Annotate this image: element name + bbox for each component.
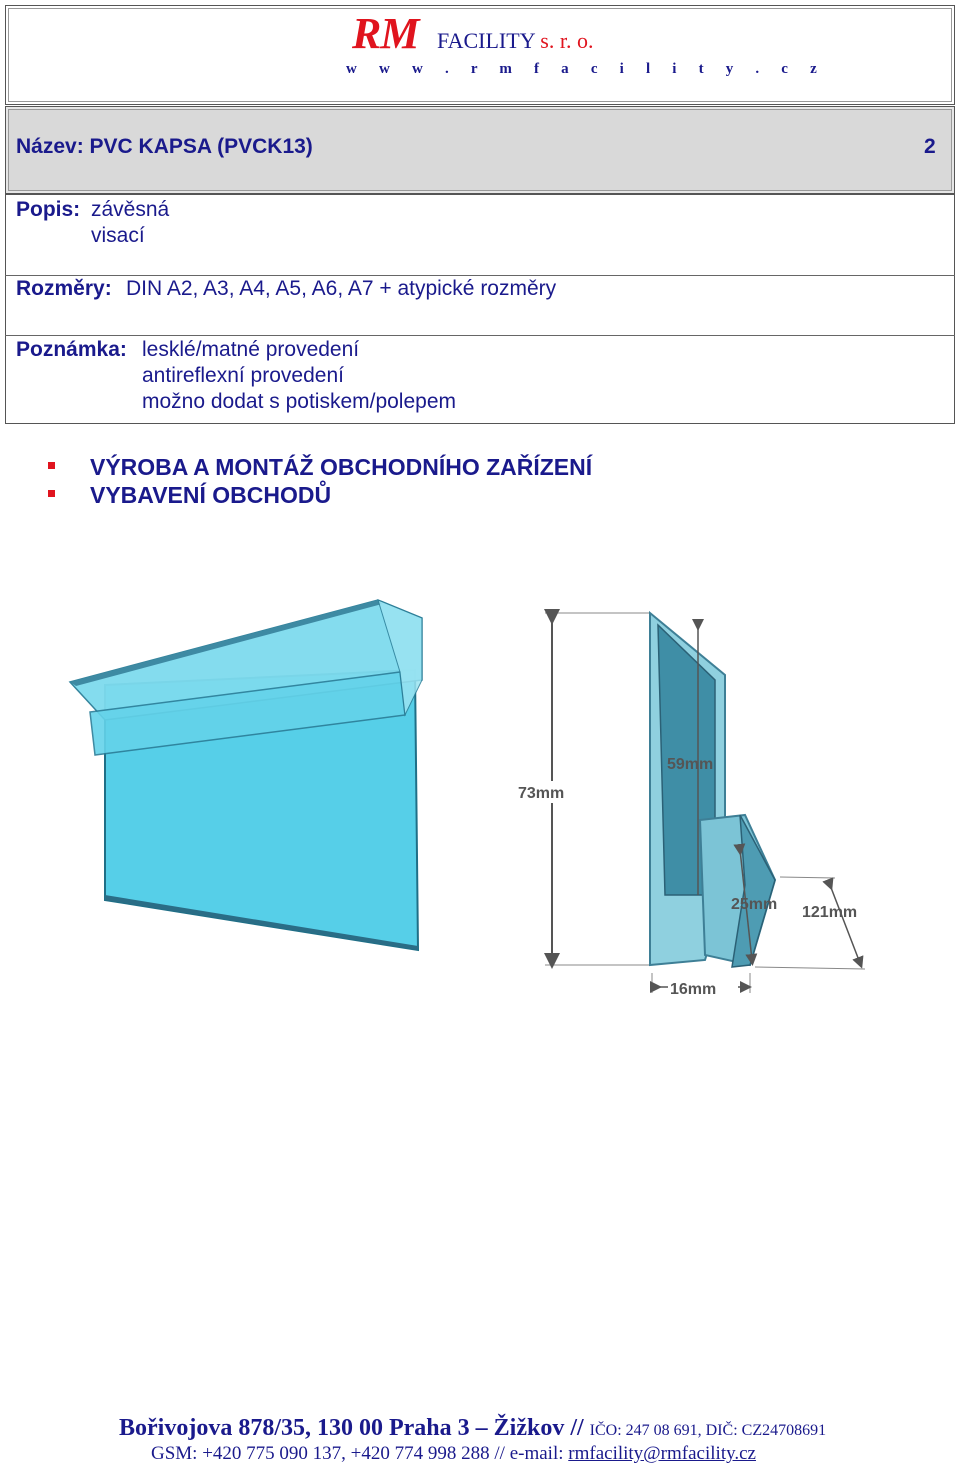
- popis-label: Popis:: [16, 198, 81, 221]
- header-box: [5, 5, 955, 105]
- row-divider: [5, 335, 955, 336]
- footer-address: Bořivojova 878/35, 130 00 Praha 3 – Žižkov //: [119, 1415, 584, 1441]
- bullet-icon: [48, 462, 55, 469]
- dim-line-total: [830, 885, 860, 963]
- footer-phones: GSM: +420 775 090 137, +420 774 998 288 // e-mail:: [151, 1443, 569, 1464]
- bullet-icon: [48, 490, 55, 497]
- dim-label-total: 121mm: [802, 904, 858, 921]
- page-number: 2: [924, 135, 936, 158]
- bullet-text-2: VYBAVENÍ OBCHODŮ: [90, 482, 332, 508]
- logo-facility-text: FACILITY: [437, 28, 535, 53]
- poznamka-value-3: možno dodat s potiskem/polepem: [142, 390, 457, 413]
- bullet-text-1: VÝROBA A MONTÁŽ OBCHODNÍHO ZAŘÍZENÍ: [90, 454, 593, 480]
- poznamka-value-1: lesklé/matné provedení: [142, 338, 360, 361]
- poznamka-label: Poznámka:: [16, 338, 127, 361]
- dim-label-slot: 25mm: [731, 896, 778, 913]
- popis-value-2: visací: [91, 224, 145, 247]
- dim-label-height: 73mm: [518, 785, 565, 802]
- product-title: Název: PVC KAPSA (PVCK13): [16, 135, 313, 158]
- footer-ids: IČO: 247 08 691, DIČ: CZ24708691: [589, 1422, 827, 1439]
- poznamka-value-2: antireflexní provedení: [142, 364, 344, 387]
- dim-label-base: 16mm: [670, 981, 717, 998]
- footer-email-link[interactable]: rmfacility@rmfacility.cz: [568, 1443, 756, 1464]
- logo-sro: s. r. o.: [540, 28, 594, 53]
- profile-drawing: [500, 595, 900, 1005]
- rozmery-value: DIN A2, A3, A4, A5, A6, A7 + atypické rozměry: [126, 277, 557, 300]
- logo-facility: [437, 28, 593, 54]
- pvc-pocket-illustration: [60, 590, 440, 960]
- dim-label-inner: 59mm: [667, 756, 714, 773]
- logo-rm: RM: [352, 9, 419, 58]
- rozmery-label: Rozměry:: [16, 277, 112, 300]
- popis-value-1: závěsná: [91, 198, 170, 221]
- logo-website: w w w . r m f a c i l i t y . c z: [346, 61, 826, 77]
- footer-contact-line: [151, 1442, 756, 1466]
